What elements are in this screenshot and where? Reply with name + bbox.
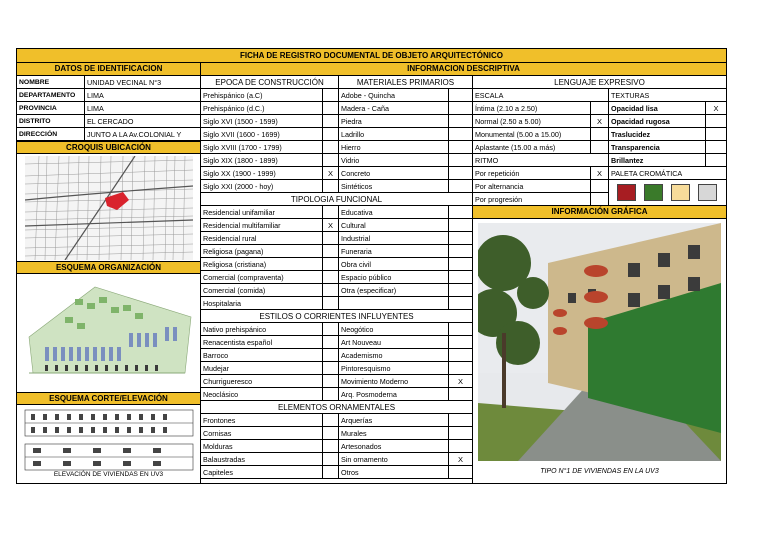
checklist-label: Comercial (compraventa) — [201, 271, 323, 284]
checklist-mark — [323, 284, 339, 297]
palette-swatch — [617, 184, 636, 201]
checklist-mark — [706, 154, 726, 167]
middle-column — [201, 76, 473, 483]
checklist-label: Aplastante (15.00 a más) — [473, 141, 591, 154]
checklist-mark — [591, 102, 609, 115]
checklist-label: Transparencia — [609, 141, 706, 154]
empty-cell — [449, 297, 472, 310]
photo-caption: TIPO N°1 DE VIVIENDAS EN LA UV3 — [540, 468, 659, 475]
field-label: DISTRITO — [17, 115, 85, 128]
checklist-label: Siglo XX (1900 - 1999) — [201, 167, 323, 180]
checklist-mark: X — [449, 453, 472, 466]
checklist-label: Religiosa (pagana) — [201, 245, 323, 258]
checklist-mark — [323, 427, 339, 440]
color-palette — [609, 180, 726, 206]
checklist-label: Siglo XVI (1500 - 1599) — [201, 115, 323, 128]
tipologia-header: TIPOLOGIA FUNCIONAL — [201, 193, 472, 206]
checklist-label: Espacio público — [339, 271, 449, 284]
checklist-mark: X — [323, 167, 339, 180]
checklist-mark — [591, 193, 609, 206]
checklist-mark — [323, 453, 339, 466]
checklist-mark: X — [706, 102, 726, 115]
left-column — [17, 63, 201, 483]
checklist-label: Monumental (5.00 a 15.00) — [473, 128, 591, 141]
checklist-label: Residencial unifamiliar — [201, 206, 323, 219]
checklist-label: Piedra — [339, 115, 449, 128]
checklist-mark — [591, 141, 609, 154]
checklist-mark: X — [323, 219, 339, 232]
field-value: EL CERCADO — [85, 115, 200, 128]
checklist-mark — [449, 258, 472, 271]
checklist-mark — [449, 388, 472, 401]
checklist-label: Frontones — [201, 414, 323, 427]
checklist-mark — [449, 362, 472, 375]
checklist-label: Cornisas — [201, 427, 323, 440]
lenguaje-header: LENGUAJE EXPRESIVO — [473, 76, 726, 89]
checklist-mark — [323, 89, 339, 102]
checklist-label: Vidrio — [339, 154, 449, 167]
checklist-mark — [323, 128, 339, 141]
section-elevation-header: ESQUEMA CORTE/ELEVACIÓN — [17, 392, 200, 405]
checklist-mark — [449, 89, 472, 102]
checklist-mark — [591, 128, 609, 141]
palette-swatch — [644, 184, 663, 201]
checklist-label: Movimiento Moderno — [339, 375, 449, 388]
checklist-label: Concreto — [339, 167, 449, 180]
datos-header: DATOS DE IDENTIFICACION — [17, 63, 200, 76]
checklist-label: Siglo XIX (1800 - 1899) — [201, 154, 323, 167]
checklist-mark — [449, 284, 472, 297]
checklist-label: Comercial (comida) — [201, 284, 323, 297]
checklist-label: Academismo — [339, 349, 449, 362]
checklist-mark — [449, 115, 472, 128]
checklist-mark — [706, 115, 726, 128]
elevation-drawing — [23, 408, 195, 472]
checklist-mark — [323, 375, 339, 388]
checklist-label: Artesonados — [339, 440, 449, 453]
checklist-label: Siglo XVII (1600 - 1699) — [201, 128, 323, 141]
sheet-title: FICHA DE REGISTRO DOCUMENTAL DE OBJETO ARQUITECTÓNICO — [17, 49, 726, 63]
checklist-mark — [449, 167, 472, 180]
checklist-label: Balaustradas — [201, 453, 323, 466]
checklist-mark — [323, 440, 339, 453]
checklist-mark — [323, 362, 339, 375]
paleta-header: PALETA CROMÁTICA — [609, 167, 726, 180]
checklist-label: Murales — [339, 427, 449, 440]
checklist-label: Íntima (2.10 a 2.50) — [473, 102, 591, 115]
checklist-mark: X — [449, 375, 472, 388]
checklist-mark — [323, 206, 339, 219]
checklist-label: Por repetición — [473, 167, 591, 180]
checklist-label: Siglo XXI (2000 - hoy) — [201, 180, 323, 193]
checklist-label: Arq. Posmoderna — [339, 388, 449, 401]
checklist-label: Prehispánico (d.C.) — [201, 102, 323, 115]
checklist-mark — [449, 219, 472, 232]
checklist-label: Religiosa (cristiana) — [201, 258, 323, 271]
checklist-mark — [323, 245, 339, 258]
checklist-label: Funeraria — [339, 245, 449, 258]
checklist-mark — [323, 180, 339, 193]
organization-header: ESQUEMA ORGANIZACIÓN — [17, 261, 200, 274]
checklist-label: Neoclásico — [201, 388, 323, 401]
checklist-label: Capiteles — [201, 466, 323, 479]
checklist-mark — [323, 388, 339, 401]
location-map — [25, 156, 193, 260]
checklist-mark — [591, 180, 609, 193]
checklist-mark — [323, 102, 339, 115]
epoca-header: EPOCA DE CONSTRUCCIÓN — [201, 76, 339, 89]
checklist-label: Hierro — [339, 141, 449, 154]
palette-swatch — [698, 184, 717, 201]
checklist-mark — [449, 427, 472, 440]
checklist-mark — [449, 128, 472, 141]
checklist-label: Sintéticos — [339, 180, 449, 193]
checklist-label: Opacidad lisa — [609, 102, 706, 115]
checklist-label: Churrigueresco — [201, 375, 323, 388]
checklist-label: Traslucidez — [609, 128, 706, 141]
checklist-label: Residencial rural — [201, 232, 323, 245]
checklist-label: Art Nouveau — [339, 336, 449, 349]
checklist-label: Educativa — [339, 206, 449, 219]
checklist-mark: X — [591, 167, 609, 180]
checklist-mark — [706, 141, 726, 154]
palette-swatch — [671, 184, 690, 201]
checklist-label: Arquerías — [339, 414, 449, 427]
checklist-label: Mudejar — [201, 362, 323, 375]
checklist-label: Ladrillo — [339, 128, 449, 141]
ritmo-header: RITMO — [473, 154, 609, 167]
checklist-mark — [449, 414, 472, 427]
registration-sheet — [16, 48, 727, 484]
checklist-label: Industrial — [339, 232, 449, 245]
materiales-header: MATERIALES PRIMARIOS — [339, 76, 472, 89]
checklist-mark — [449, 141, 472, 154]
checklist-mark — [323, 232, 339, 245]
checklist-label: Hospitalaria — [201, 297, 323, 310]
checklist-mark — [449, 323, 472, 336]
field-label: DEPARTAMENTO — [17, 89, 85, 102]
checklist-mark — [449, 206, 472, 219]
checklist-mark — [323, 323, 339, 336]
checklist-label: Siglo XVIII (1700 - 1799) — [201, 141, 323, 154]
croquis-header: CROQUIS UBICACIÓN — [17, 141, 200, 154]
grafica-header: INFORMACIÓN GRÁFICA — [473, 206, 726, 219]
checklist-mark — [449, 271, 472, 284]
checklist-label: Por progresión — [473, 193, 591, 206]
field-value: LIMA — [85, 89, 200, 102]
texturas-header: TEXTURAS — [609, 89, 726, 102]
checklist-mark — [449, 245, 472, 258]
checklist-label: Normal (2.50 a 5.00) — [473, 115, 591, 128]
organization-scheme — [25, 277, 193, 381]
checklist-label: Por alternancia — [473, 180, 591, 193]
empty-cell — [339, 297, 449, 310]
checklist-mark — [323, 336, 339, 349]
checklist-label: Pintoresquismo — [339, 362, 449, 375]
checklist-label: Neogótico — [339, 323, 449, 336]
checklist-mark — [323, 258, 339, 271]
checklist-mark — [323, 271, 339, 284]
checklist-mark — [323, 466, 339, 479]
escala-header: ESCALA — [473, 89, 609, 102]
checklist-label: Otra (especificar) — [339, 284, 449, 297]
building-photo — [478, 223, 721, 461]
checklist-label: Residencial multifamiliar — [201, 219, 323, 232]
checklist-label: Cultural — [339, 219, 449, 232]
checklist-mark — [449, 154, 472, 167]
checklist-label: Nativo prehispánico — [201, 323, 323, 336]
estilos-header: ESTILOS O CORRIENTES INFLUYENTES — [201, 310, 472, 323]
checklist-mark — [323, 414, 339, 427]
checklist-mark — [449, 232, 472, 245]
checklist-mark — [449, 466, 472, 479]
checklist-mark — [323, 297, 339, 310]
checklist-label: Molduras — [201, 440, 323, 453]
checklist-label: Barroco — [201, 349, 323, 362]
ornamentales-header: ELEMENTOS ORNAMENTALES — [201, 401, 472, 414]
checklist-mark — [323, 141, 339, 154]
checklist-mark — [706, 128, 726, 141]
checklist-label: Sin ornamento — [339, 453, 449, 466]
field-value: LIMA — [85, 102, 200, 115]
checklist-label: Otros — [339, 466, 449, 479]
checklist-mark — [323, 349, 339, 362]
field-label: DIRECCIÓN — [17, 128, 85, 141]
elevation-caption: ELEVACIÓN DE VIVIENDAS EN UV3 — [53, 471, 164, 478]
field-value: JUNTO A LA Av.COLONIAL Y — [85, 128, 200, 141]
checklist-label: Prehispánico (a.C) — [201, 89, 323, 102]
right-column — [473, 76, 726, 483]
checklist-label: Opacidad rugosa — [609, 115, 706, 128]
checklist-mark — [449, 180, 472, 193]
checklist-mark — [449, 349, 472, 362]
checklist-label: Madera - Caña — [339, 102, 449, 115]
checklist-mark — [449, 440, 472, 453]
checklist-label: Adobe - Quincha — [339, 89, 449, 102]
checklist-mark — [323, 154, 339, 167]
checklist-label: Brillantez — [609, 154, 706, 167]
checklist-mark — [449, 102, 472, 115]
descriptive-info-header: INFORMACION DESCRIPTIVA — [201, 63, 726, 76]
field-value: UNIDAD VECINAL N°3 — [85, 76, 200, 89]
checklist-label: Obra civil — [339, 258, 449, 271]
checklist-mark: X — [591, 115, 609, 128]
field-label: PROVINCIA — [17, 102, 85, 115]
checklist-mark — [449, 336, 472, 349]
checklist-label: Renacentista español — [201, 336, 323, 349]
checklist-mark — [323, 115, 339, 128]
field-label: NOMBRE — [17, 76, 85, 89]
